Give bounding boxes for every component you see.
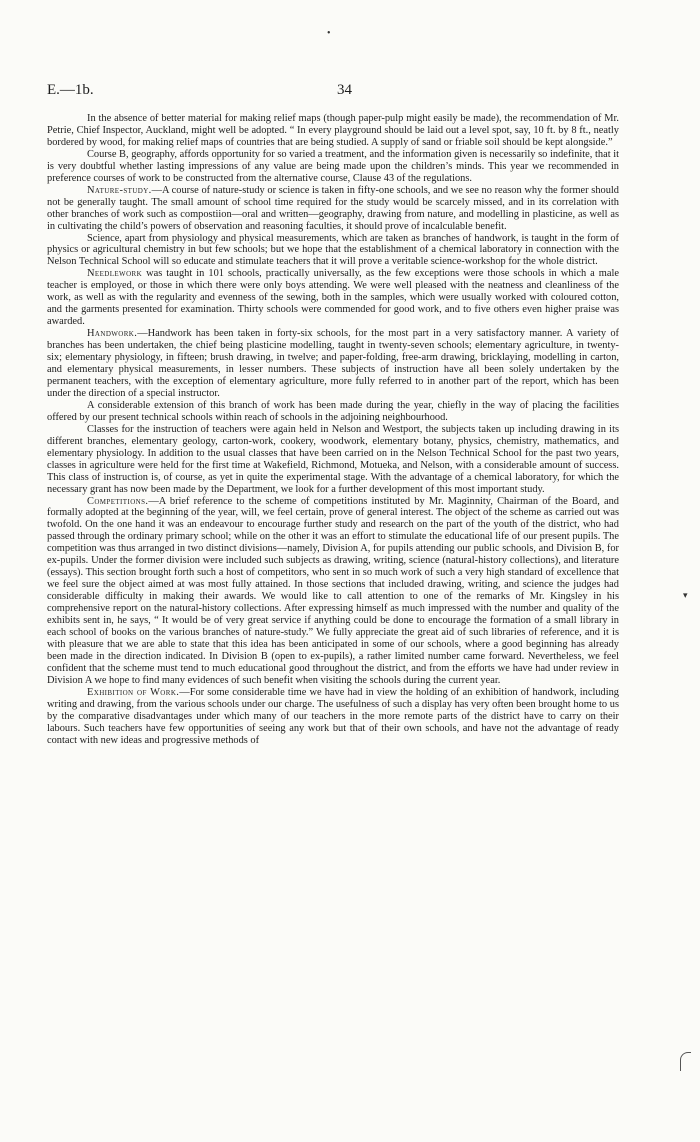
paragraph-nature-study: Nature-study.—A course of nature-study or science is taken in fifty-one schools, and we see no reason why the former should not be generally taught. The small amount of school time required for the study would be scarcely missed, and in its correlation with other branches of work such as compostiion—oral and written—geography, drawing from nature, and modelling in plasticine, as well as in cultivating the child’s powers of observation and reasoning faculties, it should prove of incalculable benefit. — [47, 184, 619, 232]
paragraph-geography: Course B, geography, affords opportunity for so varied a treatment, and the information given is necessarily so indefinite, that it is very doubtful whether lasting impressions of any value are being made upon the children’s minds. This year we recommended in preference courses of work to be constructed from the alternative course, Clause 43 of the regulations. — [47, 148, 619, 184]
section-heading: Competitions. — [87, 495, 149, 507]
section-heading: Exhibition of Work. — [87, 686, 180, 698]
margin-bracket-mark — [680, 1052, 691, 1071]
body-text — [47, 113, 619, 747]
document-code: E.—1b. — [47, 82, 94, 98]
margin-arrow-mark: ▾ — [683, 590, 688, 600]
paragraph-science: Science, apart from physiology and physical measurements, which are taken as branches of handwork, is taught in the form of physics or agricultural chemistry in but few schools; but we hope that the establishment of a chemical laboratory in connection with the Nelson Technical School will so educate and stimulate teachers that it will prove a veritable science-workshop for the whole district. — [47, 232, 619, 268]
paragraph-competitions: Competitions.—A brief reference to the scheme of competitions instituted by Mr. Maginnity, Chairman of the Board, and formally adopted at the beginning of the year, will, we feel certain, prove of general interest. The object of the scheme as carried out was twofold. On the one hand it was an endeavour to encourage further study and research on the part of the youth of the district, who had passed through the ordinary primary school; while on the other it was an effort to stimulate the educational life of our present pupils. The competition was thus arranged in two distinct divisions—namely, Division A, for pupils attending our public schools, and Division B, for ex-pupils. Under the former division were included such subjects as drawing, writing, science (natural-history collections), and literature (essays). This section brought forth such a host of competitors, who sent in so much work of such a very high standard of excellence that we feel sure the object aimed at was most fully attained. In those sections that included drawing, writing, and science the judges had considerable difficulty in making their awards. We would like to call attention to one of the remarks of Mr. Kingsley in his comprehensive report on the natural-history collections. After expressing himself as much impressed with the number and quality of the exhibits sent in, he says, “ It would be of very great service if anything could be done to encourage the formation of a small library in each school of books on the various branches of nature-study.” We fully appreciate the great aid of such libraries of reference, and it is with pleasure that we are able to state that this idea has been anticipated in some of our schools, where a good beginning has already been made in the direction indicated. In Division B (open to ex-pupils), a rather limited number came forward. Nevertheless, we feel confident that the scheme must tend to much educational good throughout the district, and from the efforts we have had under review in Division A we hope to find many evidences of such benefit when visiting the schools during the current year. — [47, 495, 619, 686]
paragraph-relief-maps: In the absence of better material for making relief maps (though paper-pulp might easily be made), the recommendation of Mr. Petrie, Chief Inspector, Auckland, might well be adopted. “ In every playground should be laid out a level spot, say, 10 ft. by 8 ft., neatly bordered by wood, for making relief maps of countries that are being studied. A supply of sand or friable soil should be kept alongside.” — [47, 113, 619, 148]
margin-dot-mark: • — [327, 28, 331, 39]
paragraph-classes: Classes for the instruction of teachers were again held in Nelson and Westport, the subjects taken up including drawing in its different branches, elementary geology, carton-work, cookery, woodwork, elementary botany, physics, chemistry, mathematics, and elementary physiology. In addition to the usual classes that have been carried on in the Nelson Technical School for the past two years, classes in agriculture were held for the first time at Wakefield, Richmond, Motueka, and Nelson, with a considerable amount of success. This class of instruction is, of course, as yet in quite the experimental stage. With the advantage of a chemical laboratory, for which the necessary grant has now been made by the Department, we look for a further development of this most important study. — [47, 423, 619, 495]
section-heading: Needlework — [87, 268, 143, 280]
section-heading: Nature-study. — [87, 184, 152, 196]
paragraph-exhibition: Exhibition of Work.—For some considerable time we have had in view the holding of an exhibition of handwork, including writing and drawing, from the various schools under our charge. The usefulness of such a display has very often been brought home to us by the comparative disadvantages under which many of our teachers in the more remote parts of the district have to carry on their labours. Such teachers have few opportunities of seeing any work but that of their own schools, and have not the advantage of ready contact with new ideas and progressive methods of — [47, 686, 620, 746]
section-heading: Handwork. — [87, 328, 138, 340]
page-header — [47, 82, 619, 104]
paragraph-handwork: Handwork.—Handwork has been taken in forty-six schools, for the most part in a very satisfactory manner. A variety of branches has been undertaken, the chief being plasticine modelling, taught in twenty-seven schools; elementary agriculture, in twenty-six; elementary physiology, in fifteen; brush drawing, in twelve; and paper-folding, free-arm drawing, bricklaying, modelling in carton, and elementary physical measurements, in lesser numbers. These subjects of instruction have all been solely undertaken by the permanent teachers, with the exception of elementary agriculture, more fully referred to in another part of the report, which has been under the direction of a special instructor. — [47, 328, 619, 399]
paragraph-extension: A considerable extension of this branch of work has been made during the year, chiefly in the way of placing the facilities offered by our present technical schools within reach of schools in the adjoining neighbourhood. — [47, 399, 619, 423]
page-number: 34 — [337, 82, 352, 98]
paragraph-needlework: Needlework was taught in 101 schools, practically universally, as the few exceptions were those schools in which a male teacher is employed, or those in which there were only boys attending. We were well pleased with the neatness and cleanliness of the work, as well as with the regularity and evenness of the sewing, both in the samples, which were usually worked with coloured cotton, and the garments presented for examination. Thirty schools were commended for good work, and to five others even higher praise was awarded. — [47, 268, 619, 328]
